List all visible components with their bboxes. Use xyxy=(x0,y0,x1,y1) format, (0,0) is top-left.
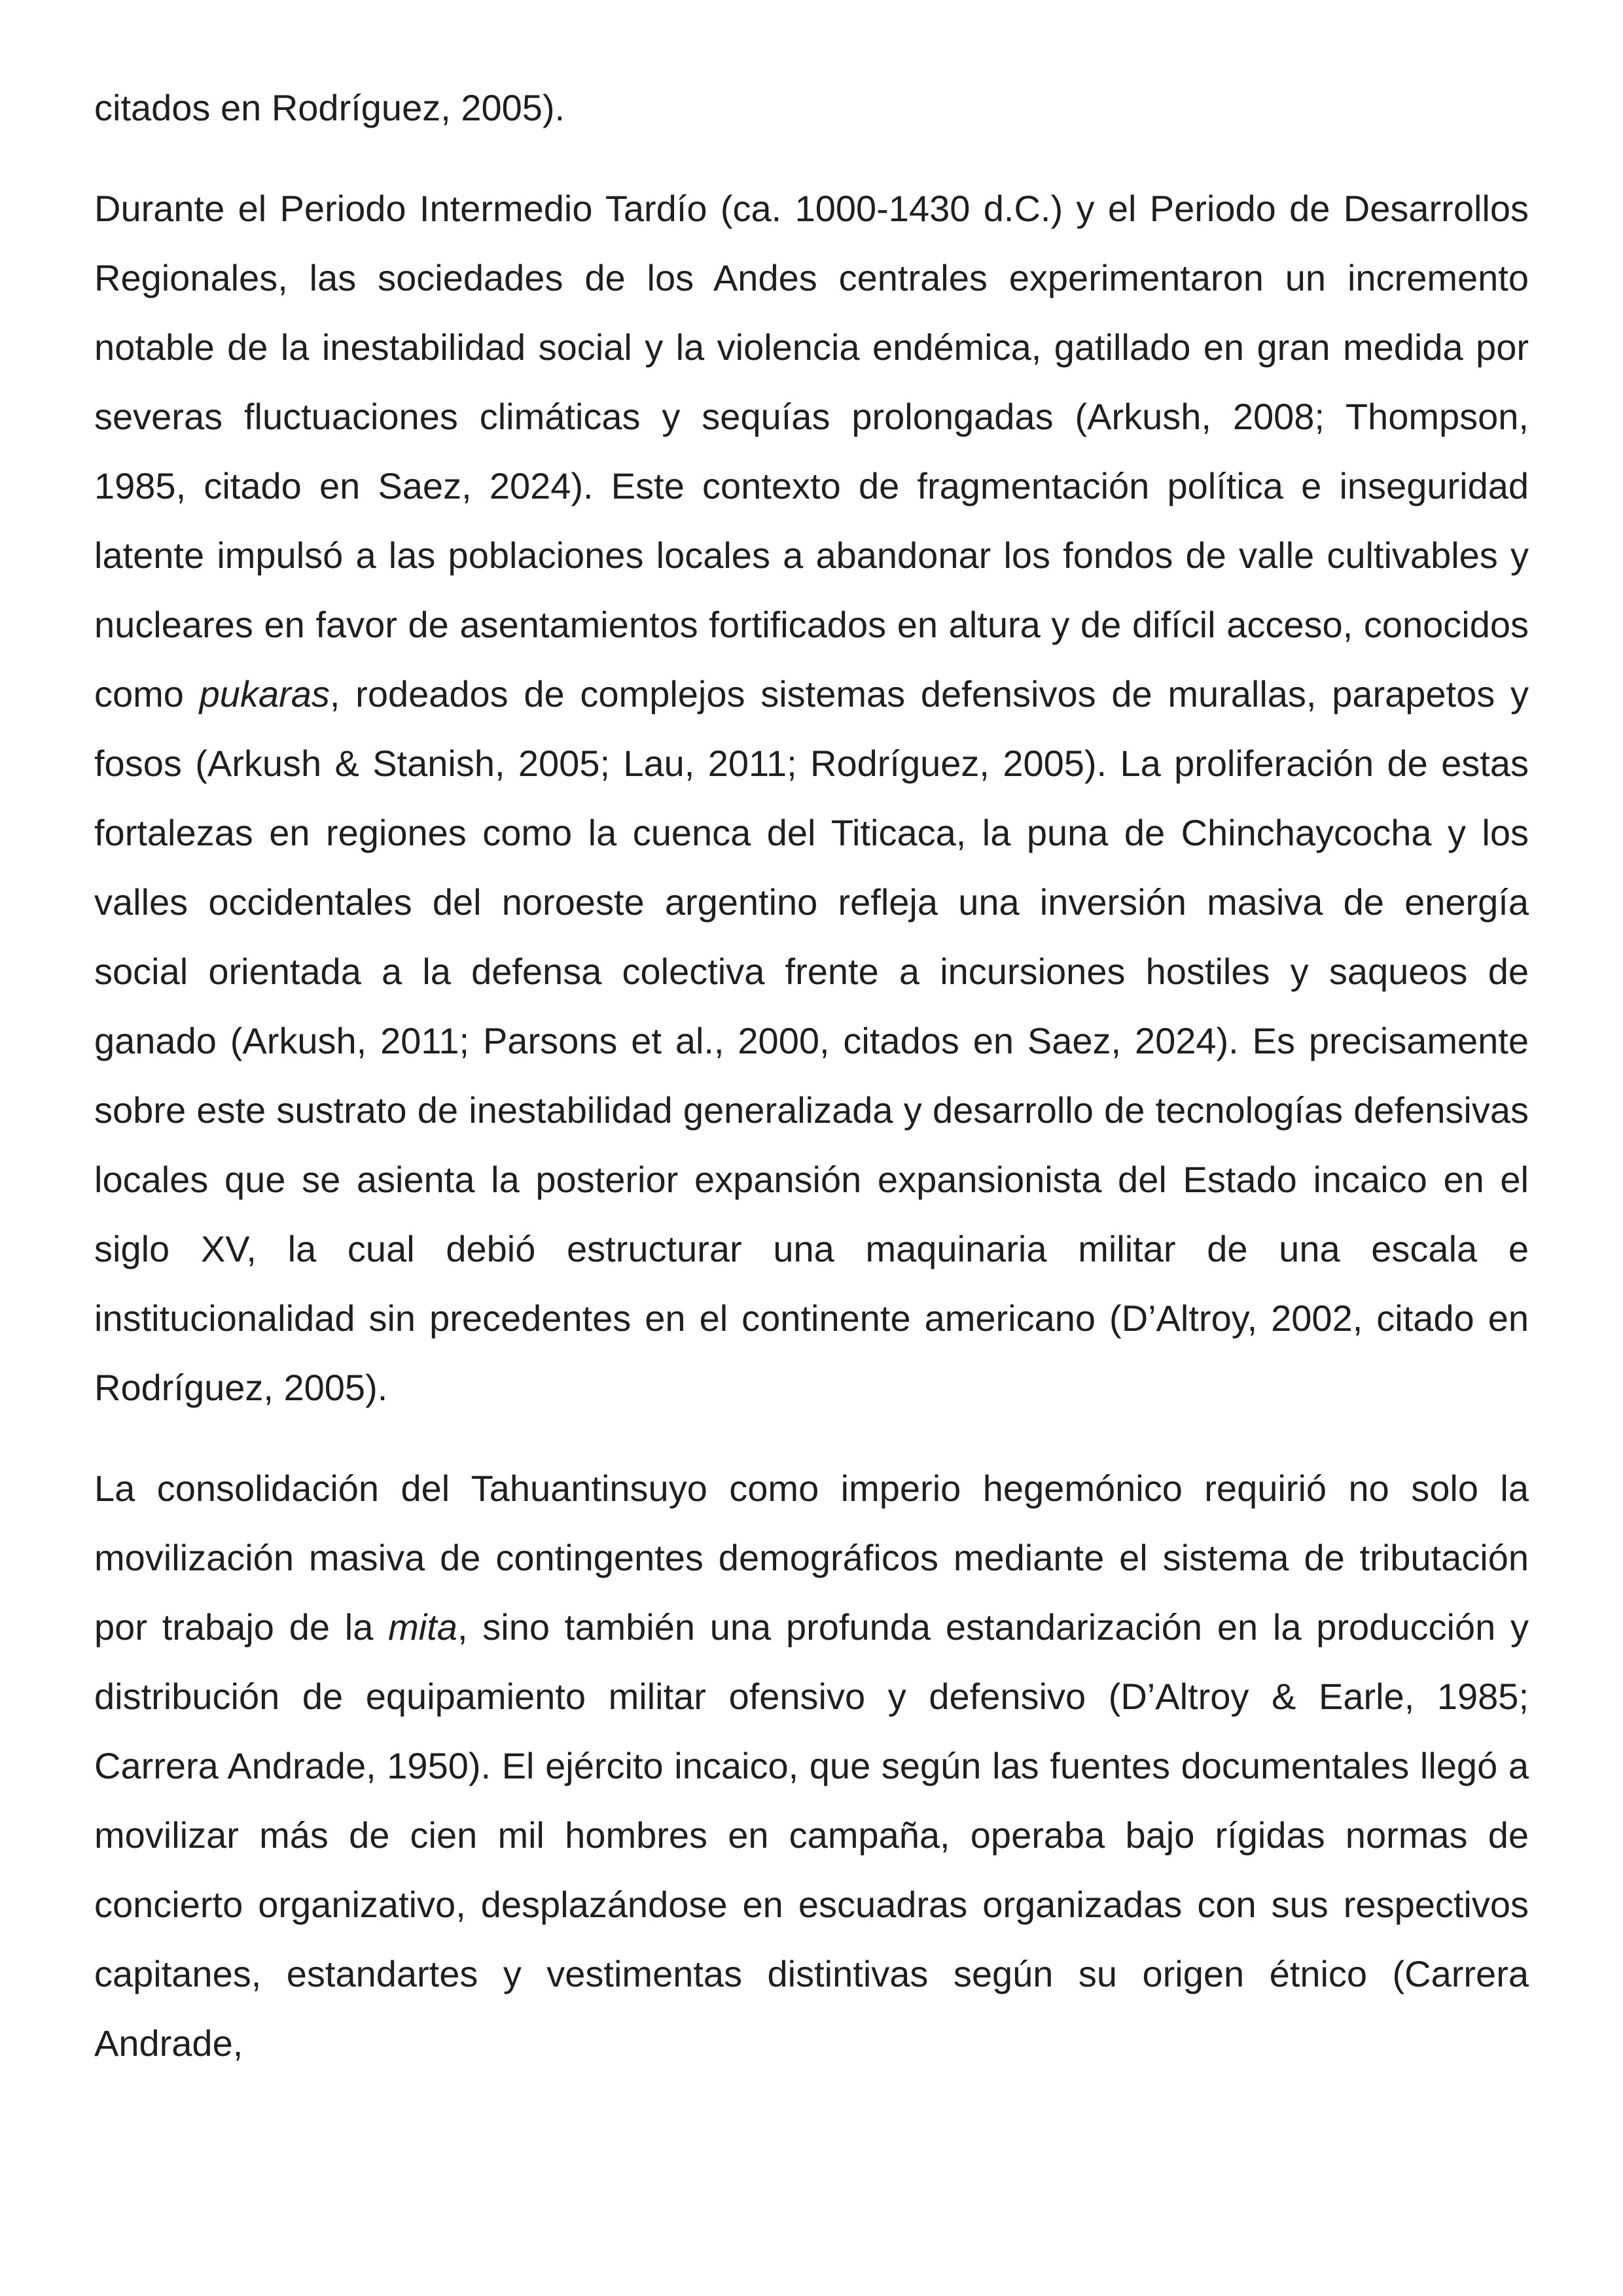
paragraph-2 xyxy=(94,174,1529,1422)
text-run: citados en Rodríguez, 2005). xyxy=(94,87,565,128)
text-run: Durante el Periodo Intermedio Tardío (ca. 1000-1430 d.C.) y el Periodo de Desarrollos Regionales, las sociedades de los Andes centrales experimentaron un incremento notable de la inestabilidad social y la violencia endémica, gatillado en gran medida por severas fluctuaciones climáticas y sequías prolongadas (Arkush, 2008; Thompson, 1985, citado en Saez, 2024). Este contexto de fragmentación política e inseguridad latente impulsó a las poblaciones locales a abandonar los fondos de valle cultivables y nucleares en favor de asentamientos fortificados en altura y de difícil acceso, conocidos como xyxy=(94,188,1529,715)
italic-term: mita xyxy=(388,1606,457,1648)
document-page xyxy=(94,73,1529,2078)
text-run: La consolidación del Tahuantinsuyo como imperio hegemónico requirió no solo la movilización masiva de contingentes demográficos mediante el sistema de tributación por trabajo de la xyxy=(94,1468,1529,1648)
paragraph-1 xyxy=(94,73,1529,143)
text-run: , sino también una profunda estandarización en la producción y distribución de equipamiento militar ofensivo y defensivo (D’Altroy & Earle, 1985; Carrera Andrade, 1950). El ejército incaico, que según las fuentes documentales llegó a movilizar más de cien mil hombres en campaña, operaba bajo rígidas normas de concierto organizativo, desplazándose en escuadras organizadas con sus respectivos capitanes, estandartes y vestimentas distintivas según su origen étnico (Carrera Andrade, xyxy=(94,1606,1529,2064)
italic-term: pukaras xyxy=(199,673,330,715)
paragraph-3 xyxy=(94,1454,1529,2078)
text-run: , rodeados de complejos sistemas defensivos de murallas, parapetos y fosos (Arkush & Stanish, 2005; Lau, 2011; Rodríguez, 2005). La proliferación de estas fortalezas en regiones como la cuenca del Titicaca, la puna de Chinchaycocha y los valles occidentales del noroeste argentino refleja una inversión masiva de energía social orientada a la defensa colectiva frente a incursiones hostiles y saqueos de ganado (Arkush, 2011; Parsons et al., 2000, citados en Saez, 2024). Es precisamente sobre este sustrato de inestabilidad generalizada y desarrollo de tecnologías defensivas locales que se asienta la posterior expansión expansionista del Estado incaico en el siglo XV, la cual debió estructurar una maquinaria militar de una escala e institucionalidad sin precedentes en el continente americano (D’Altroy, 2002, citado en Rodríguez, 2005). xyxy=(94,673,1529,1408)
